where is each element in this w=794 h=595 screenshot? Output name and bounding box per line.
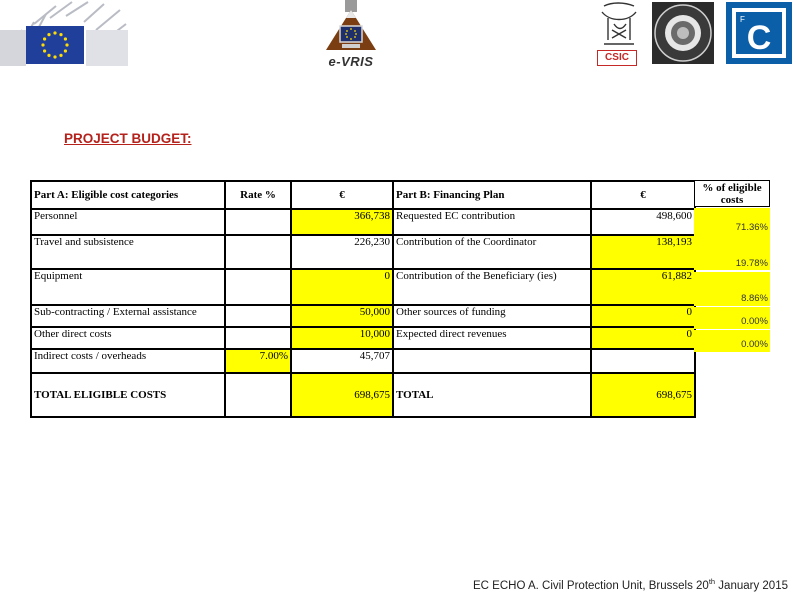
header-part-b: Part B: Financing Plan xyxy=(393,181,591,209)
cost-category-label: Travel and subsistence xyxy=(31,235,225,269)
table-total-row xyxy=(31,373,695,417)
total-financing-value: 698,675 xyxy=(591,373,695,417)
financing-value: 0 xyxy=(591,305,695,327)
cost-category-label: Equipment xyxy=(31,269,225,305)
percent-cell: 0.00% xyxy=(694,307,770,329)
total-eligible-costs-value: 698,675 xyxy=(291,373,393,417)
cost-value: 366,738 xyxy=(291,209,393,235)
percent-cell: 19.78% xyxy=(694,236,770,270)
cost-category-label: Other direct costs xyxy=(31,327,225,349)
header-percent-eligible: % of eligible costs xyxy=(694,180,770,207)
table-row xyxy=(31,327,695,349)
university-seal-logo xyxy=(652,2,714,64)
table-row xyxy=(31,305,695,327)
cost-value: 226,230 xyxy=(291,235,393,269)
commission-c-logo xyxy=(726,2,792,64)
table-row xyxy=(31,209,695,235)
financing-value xyxy=(591,349,695,373)
rate-value: 7.00% xyxy=(225,349,291,373)
table-row xyxy=(31,349,695,373)
cost-value: 10,000 xyxy=(291,327,393,349)
financing-value: 61,882 xyxy=(591,269,695,305)
european-commission-logo xyxy=(0,0,128,68)
footer-text-sup: th xyxy=(708,577,716,586)
financing-label: Requested EC contribution xyxy=(393,209,591,235)
evris-logo-text: e-VRIS xyxy=(328,54,374,69)
project-budget-table xyxy=(30,180,696,418)
table-row xyxy=(31,235,695,269)
commission-logo-letter: C xyxy=(746,19,772,57)
header-euro-b: € xyxy=(591,181,695,209)
financing-label: Other sources of funding xyxy=(393,305,591,327)
header-rate: Rate % xyxy=(225,181,291,209)
commission-logo-small-letter: F xyxy=(740,15,745,24)
footer-text xyxy=(473,577,788,592)
total-financing-label: TOTAL xyxy=(393,373,591,417)
header-part-a: Part A: Eligible cost categories xyxy=(31,181,225,209)
percent-cell: 8.86% xyxy=(694,272,770,306)
percent-cell: 71.36% xyxy=(694,208,770,236)
csic-logo-text: CSIC xyxy=(597,50,637,66)
financing-value: 138,193 xyxy=(591,235,695,269)
footer-text-main: EC ECHO A. Civil Protection Unit, Brussels 20 xyxy=(473,579,709,592)
percent-cell: 0.00% xyxy=(694,330,770,352)
financing-label: Contribution of the Coordinator xyxy=(393,235,591,269)
table-header-row xyxy=(31,181,695,209)
rate-value xyxy=(225,327,291,349)
footer-text-end: January 2015 xyxy=(715,579,788,592)
cost-value: 45,707 xyxy=(291,349,393,373)
financing-value: 498,600 xyxy=(591,209,695,235)
table-row xyxy=(31,269,695,305)
page-title: PROJECT BUDGET: xyxy=(64,131,192,146)
financing-label: Contribution of the Beneficiary (ies) xyxy=(393,269,591,305)
rate-value xyxy=(225,235,291,269)
cost-value: 50,000 xyxy=(291,305,393,327)
financing-value: 0 xyxy=(591,327,695,349)
financing-label: Expected direct revenues xyxy=(393,327,591,349)
cost-category-label: Indirect costs / overheads xyxy=(31,349,225,373)
cost-value: 0 xyxy=(291,269,393,305)
budget-table-container xyxy=(30,180,696,418)
financing-label xyxy=(393,349,591,373)
total-rate-empty xyxy=(225,373,291,417)
commission-c-icon xyxy=(726,2,792,64)
cost-category-label: Sub-contracting / External assistance xyxy=(31,305,225,327)
rate-value xyxy=(225,209,291,235)
eu-flag-icon xyxy=(26,26,84,64)
header-euro-a: € xyxy=(291,181,393,209)
rate-value xyxy=(225,305,291,327)
total-eligible-costs-label: TOTAL ELIGIBLE COSTS xyxy=(31,373,225,417)
cost-category-label: Personnel xyxy=(31,209,225,235)
rate-value xyxy=(225,269,291,305)
university-seal-icon xyxy=(652,2,714,64)
